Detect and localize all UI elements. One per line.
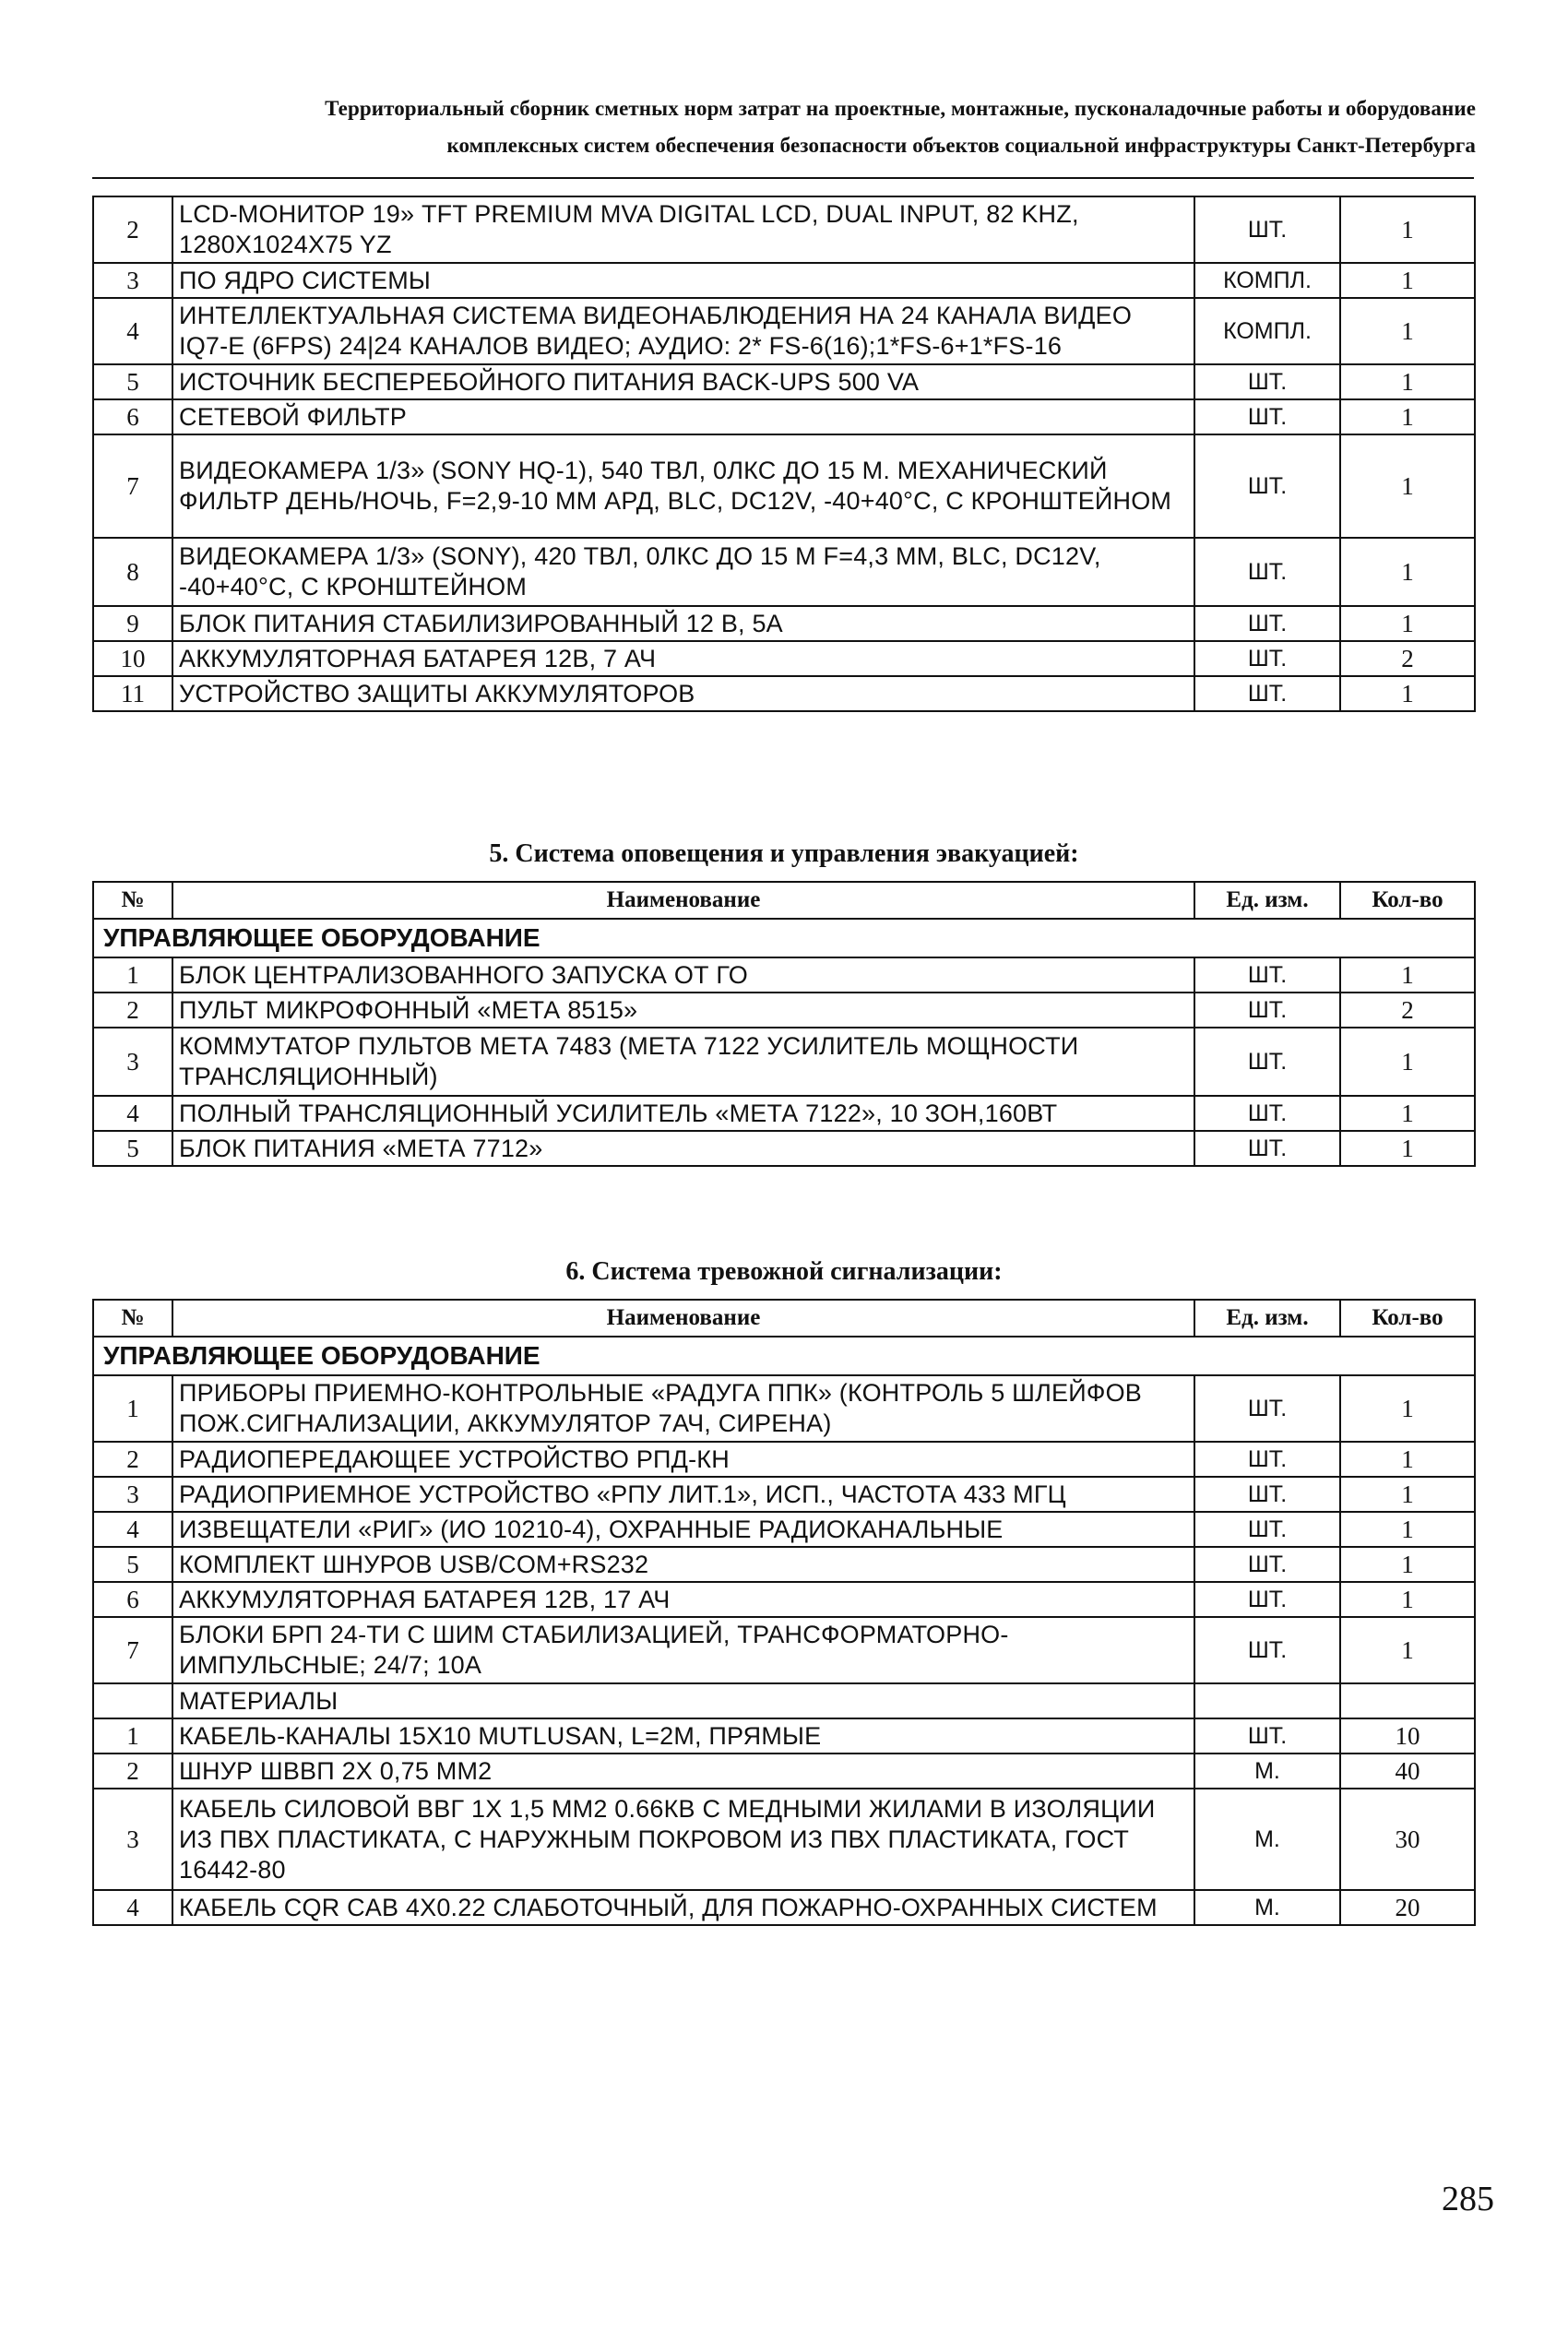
row-number: 3 — [93, 1789, 172, 1890]
row-number: 9 — [93, 606, 172, 641]
item-name: ШНУР ШВВП 2Х 0,75 ММ2 — [172, 1754, 1194, 1789]
alarm-table — [92, 1299, 1476, 1926]
quantity-cell: 40 — [1340, 1754, 1475, 1789]
table-row — [93, 641, 1475, 676]
table-row — [93, 1375, 1475, 1442]
unit-cell: ШТ. — [1194, 1477, 1340, 1512]
section-6-title: 6. Система тревожной сигнализации: — [565, 1257, 1003, 1286]
table-row — [93, 1754, 1475, 1789]
group-label: УПРАВЛЯЮЩЕЕ ОБОРУДОВАНИЕ — [93, 1337, 1475, 1375]
item-name: ИНТЕЛЛЕКТУАЛЬНАЯ СИСТЕМА ВИДЕОНАБЛЮДЕНИЯ НА 24 КАНАЛА ВИДЕО IQ7-E (6FPS) 24|24 КАНАЛОВ ВИДЕО; АУДИО: 2* FS-6(16);1*FS-6+1*FS-16 — [172, 298, 1194, 364]
item-name: КОММУТАТОР ПУЛЬТОВ МЕТА 7483 (МЕТА 7122 УСИЛИТЕЛЬ МОЩНОСТИ ТРАНСЛЯЦИОННЫЙ) — [172, 1028, 1194, 1096]
row-number: 3 — [93, 1028, 172, 1096]
row-number: 11 — [93, 676, 172, 711]
quantity-cell: 1 — [1340, 364, 1475, 399]
row-number: 1 — [93, 1718, 172, 1754]
item-name: ПОЛНЫЙ ТРАНСЛЯЦИОННЫЙ УСИЛИТЕЛЬ «МЕТА 7122», 10 ЗОН,160ВТ — [172, 1096, 1194, 1131]
quantity-cell: 1 — [1340, 1096, 1475, 1131]
row-number: 5 — [93, 1131, 172, 1166]
table-row — [93, 364, 1475, 399]
row-number: 8 — [93, 538, 172, 606]
item-name: БЛОК ПИТАНИЯ «МЕТА 7712» — [172, 1131, 1194, 1166]
col-header-unit: Ед. изм. — [1194, 882, 1340, 919]
col-header-name: Наименование — [172, 1300, 1194, 1337]
quantity-cell: 1 — [1340, 1375, 1475, 1442]
quantity-cell: 1 — [1340, 263, 1475, 298]
item-name: КАБЕЛЬ CQR CAB 4X0.22 СЛАБОТОЧНЫЙ, ДЛЯ ПОЖАРНО-ОХРАННЫХ СИСТЕМ — [172, 1890, 1194, 1925]
header-line-2: комплексных систем обеспечения безопасности объектов социальной инфраструктуры Санкт-Петербурга — [446, 134, 1476, 157]
unit-cell: ШТ. — [1194, 1617, 1340, 1683]
table-row — [93, 1096, 1475, 1131]
table-row — [93, 606, 1475, 641]
row-number: 6 — [93, 1582, 172, 1617]
table-row — [93, 1617, 1475, 1683]
unit-cell: ШТ. — [1194, 1131, 1340, 1166]
table-row — [93, 434, 1475, 538]
col-header-qty: Кол-во — [1340, 1300, 1475, 1337]
unit-cell: ШТ. — [1194, 993, 1340, 1028]
unit-cell: ШТ. — [1194, 641, 1340, 676]
table-row — [93, 1442, 1475, 1477]
unit-cell: ШТ. — [1194, 399, 1340, 434]
unit-cell: ШТ. — [1194, 1096, 1340, 1131]
group-label: УПРАВЛЯЮЩЕЕ ОБОРУДОВАНИЕ — [93, 919, 1475, 957]
row-number: 7 — [93, 1617, 172, 1683]
table-row — [93, 993, 1475, 1028]
item-name: ПРИБОРЫ ПРИЕМНО-КОНТРОЛЬНЫЕ «РАДУГА ППК» (КОНТРОЛЬ 5 ШЛЕЙФОВ ПОЖ.СИГНАЛИЗАЦИИ, АККУМУЛЯТОР 7АЧ, СИРЕНА) — [172, 1375, 1194, 1442]
quantity-cell: 1 — [1340, 1547, 1475, 1582]
row-number: 1 — [93, 957, 172, 993]
unit-cell: ШТ. — [1194, 957, 1340, 993]
table-row — [93, 1477, 1475, 1512]
item-name: РАДИОПЕРЕДАЮЩЕЕ УСТРОЙСТВО РПД-КН — [172, 1442, 1194, 1477]
row-number: 2 — [93, 1754, 172, 1789]
quantity-cell: 2 — [1340, 641, 1475, 676]
row-number: 1 — [93, 1375, 172, 1442]
row-number: 4 — [93, 298, 172, 364]
item-name: ИСТОЧНИК БЕСПЕРЕБОЙНОГО ПИТАНИЯ BACK-UPS 500 VA — [172, 364, 1194, 399]
table-row — [93, 1512, 1475, 1547]
item-name: КАБЕЛЬ-КАНАЛЫ 15X10 MUTLUSAN, L=2M, ПРЯМЫЕ — [172, 1718, 1194, 1754]
empty-cell — [1194, 1683, 1340, 1718]
unit-cell: ШТ. — [1194, 1375, 1340, 1442]
table-row — [93, 196, 1475, 263]
materials-label: МАТЕРИАЛЫ — [172, 1683, 1194, 1718]
row-number: 3 — [93, 263, 172, 298]
item-name: АККУМУЛЯТОРНАЯ БАТАРЕЯ 12В, 7 АЧ — [172, 641, 1194, 676]
row-number: 2 — [93, 196, 172, 263]
unit-cell: ШТ. — [1194, 606, 1340, 641]
table-header-row — [93, 882, 1475, 919]
row-number: 2 — [93, 1442, 172, 1477]
group-row — [93, 1337, 1475, 1375]
unit-cell: ШТ. — [1194, 538, 1340, 606]
section-5-title: 5. Система оповещения и управления эвакуацией: — [489, 839, 1079, 868]
quantity-cell: 1 — [1340, 399, 1475, 434]
unit-cell: ШТ. — [1194, 434, 1340, 538]
item-name: БЛОК ЦЕНТРАЛИЗОВАННОГО ЗАПУСКА ОТ ГО — [172, 957, 1194, 993]
quantity-cell: 1 — [1340, 1442, 1475, 1477]
quantity-cell: 10 — [1340, 1718, 1475, 1754]
item-name: ИЗВЕЩАТЕЛИ «РИГ» (ИО 10210-4), ОХРАННЫЕ РАДИОКАНАЛЬНЫЕ — [172, 1512, 1194, 1547]
quantity-cell: 1 — [1340, 196, 1475, 263]
table-row — [93, 298, 1475, 364]
table-row — [93, 676, 1475, 711]
unit-cell: ШТ. — [1194, 1718, 1340, 1754]
empty-cell — [93, 1683, 172, 1718]
col-header-unit: Ед. изм. — [1194, 1300, 1340, 1337]
item-name: ВИДЕОКАМЕРА 1/3» (SONY HQ-1), 540 ТВЛ, 0ЛКС ДО 15 М. МЕХАНИЧЕСКИЙ ФИЛЬТР ДЕНЬ/НОЧЬ, F=2,9-10 ММ АРД, BLC, DC12V, -40+40°C, С КРОНШТЕЙНОМ — [172, 434, 1194, 538]
empty-cell — [1340, 1683, 1475, 1718]
unit-cell: ШТ. — [1194, 1028, 1340, 1096]
col-header-qty: Кол-во — [1340, 882, 1475, 919]
quantity-cell: 1 — [1340, 676, 1475, 711]
item-name: КОМПЛЕКТ ШНУРОВ USB/COM+RS232 — [172, 1547, 1194, 1582]
item-name: КАБЕЛЬ СИЛОВОЙ ВВГ 1Х 1,5 ММ2 0.66КВ С МЕДНЫМИ ЖИЛАМИ В ИЗОЛЯЦИИ ИЗ ПВХ ПЛАСТИКАТА, С НАРУЖНЫМ ПОКРОВОМ ИЗ ПВХ ПЛАСТИКАТА, ГОСТ 16442-80 — [172, 1789, 1194, 1890]
table-row — [93, 263, 1475, 298]
quantity-cell: 1 — [1340, 1131, 1475, 1166]
item-name: ПО ЯДРО СИСТЕМЫ — [172, 263, 1194, 298]
item-name: РАДИОПРИЕМНОЕ УСТРОЙСТВО «РПУ ЛИТ.1», ИСП., ЧАСТОТА 433 МГЦ — [172, 1477, 1194, 1512]
materials-row — [93, 1683, 1475, 1718]
quantity-cell: 2 — [1340, 993, 1475, 1028]
table-row — [93, 1789, 1475, 1890]
item-name: СЕТЕВОЙ ФИЛЬТР — [172, 399, 1194, 434]
table-row — [93, 1582, 1475, 1617]
unit-cell: М. — [1194, 1890, 1340, 1925]
row-number: 10 — [93, 641, 172, 676]
table-row — [93, 957, 1475, 993]
table-row — [93, 399, 1475, 434]
unit-cell: КОМПЛ. — [1194, 298, 1340, 364]
unit-cell: ШТ. — [1194, 1547, 1340, 1582]
quantity-cell: 1 — [1340, 1617, 1475, 1683]
quantity-cell: 1 — [1340, 1028, 1475, 1096]
quantity-cell: 30 — [1340, 1789, 1475, 1890]
unit-cell: М. — [1194, 1754, 1340, 1789]
row-number: 5 — [93, 1547, 172, 1582]
unit-cell: ШТ. — [1194, 196, 1340, 263]
item-name: ПУЛЬТ МИКРОФОННЫЙ «МЕТА 8515» — [172, 993, 1194, 1028]
table-row — [93, 1890, 1475, 1925]
quantity-cell: 20 — [1340, 1890, 1475, 1925]
item-name: БЛОКИ БРП 24-ТИ С ШИМ СТАБИЛИЗАЦИЕЙ, ТРАНСФОРМАТОРНО-ИМПУЛЬСНЫЕ; 24/7; 10А — [172, 1617, 1194, 1683]
table-header-row — [93, 1300, 1475, 1337]
row-number: 4 — [93, 1512, 172, 1547]
table-row — [93, 1718, 1475, 1754]
row-number: 5 — [93, 364, 172, 399]
row-number: 6 — [93, 399, 172, 434]
table-row — [93, 538, 1475, 606]
group-row — [93, 919, 1475, 957]
quantity-cell: 1 — [1340, 957, 1475, 993]
quantity-cell: 1 — [1340, 538, 1475, 606]
quantity-cell: 1 — [1340, 434, 1475, 538]
quantity-cell: 1 — [1340, 1477, 1475, 1512]
col-header-name: Наименование — [172, 882, 1194, 919]
item-name: БЛОК ПИТАНИЯ СТАБИЛИЗИРОВАННЫЙ 12 В, 5А — [172, 606, 1194, 641]
quantity-cell: 1 — [1340, 1582, 1475, 1617]
item-name: ВИДЕОКАМЕРА 1/3» (SONY), 420 ТВЛ, 0ЛКС ДО 15 М F=4,3 ММ, BLC, DC12V, -40+40°C, С КРОНШТЕЙНОМ — [172, 538, 1194, 606]
col-header-number: № — [93, 882, 172, 919]
row-number: 3 — [93, 1477, 172, 1512]
unit-cell: ШТ. — [1194, 1442, 1340, 1477]
unit-cell: ШТ. — [1194, 364, 1340, 399]
evacuation-table — [92, 881, 1476, 1167]
unit-cell: ШТ. — [1194, 1512, 1340, 1547]
item-name: LCD-МОНИТОР 19» TFT PREMIUM MVA DIGITAL LCD, DUAL INPUT, 82 KHZ, 1280X1024X75 YZ — [172, 196, 1194, 263]
quantity-cell: 1 — [1340, 298, 1475, 364]
row-number: 2 — [93, 993, 172, 1028]
unit-cell: М. — [1194, 1789, 1340, 1890]
item-name: УСТРОЙСТВО ЗАЩИТЫ АККУМУЛЯТОРОВ — [172, 676, 1194, 711]
page-header — [92, 90, 1476, 164]
unit-cell: ШТ. — [1194, 676, 1340, 711]
quantity-cell: 1 — [1340, 1512, 1475, 1547]
video-equipment-table — [92, 196, 1476, 712]
row-number: 7 — [93, 434, 172, 538]
unit-cell: ШТ. — [1194, 1582, 1340, 1617]
header-rule — [92, 177, 1474, 179]
table-row — [93, 1028, 1475, 1096]
page-number: 285 — [1442, 2180, 1494, 2218]
row-number: 4 — [93, 1890, 172, 1925]
table-row — [93, 1547, 1475, 1582]
header-line-1: Территориальный сборник сметных норм затрат на проектные, монтажные, пусконаладочные работы и оборудование — [325, 97, 1476, 120]
col-header-number: № — [93, 1300, 172, 1337]
item-name: АККУМУЛЯТОРНАЯ БАТАРЕЯ 12В, 17 АЧ — [172, 1582, 1194, 1617]
table-row — [93, 1131, 1475, 1166]
unit-cell: КОМПЛ. — [1194, 263, 1340, 298]
quantity-cell: 1 — [1340, 606, 1475, 641]
row-number: 4 — [93, 1096, 172, 1131]
